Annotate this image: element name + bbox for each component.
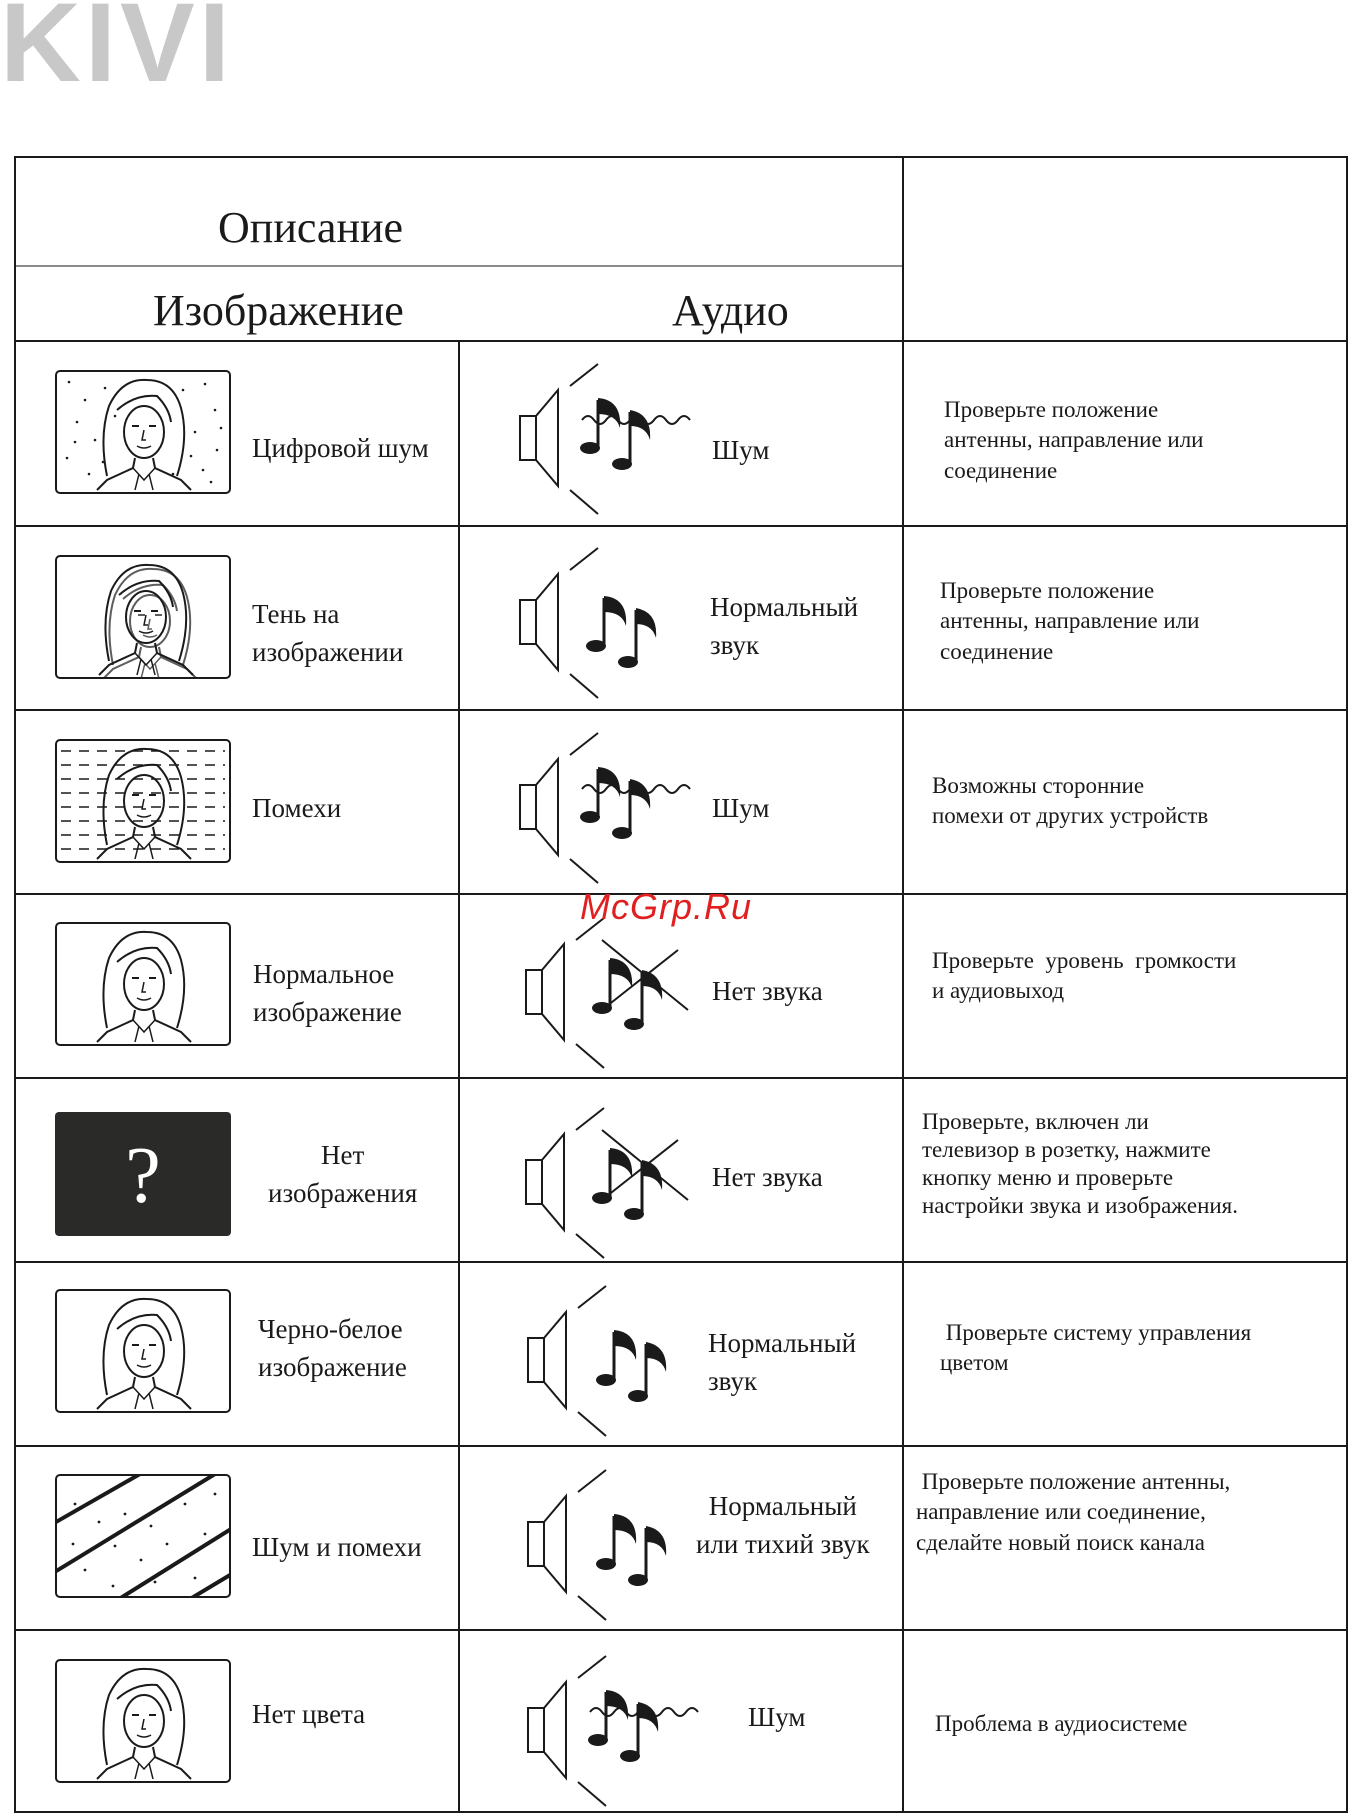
audio-icon-row-6 (520, 1298, 710, 1448)
header-audio: Аудио (672, 286, 789, 335)
audio-icon-row-1 (512, 376, 702, 526)
image-label-row-2: Тень на изображении (252, 599, 404, 667)
face-icon (55, 1659, 231, 1783)
image-thumb-row-3 (55, 739, 231, 863)
solution-row-5: Проверьте, включен ли телевизор в розетку, нажмите кнопку меню и проверьте настройки звука и изображения. (922, 1109, 1239, 1219)
speaker-noise-icon (512, 745, 702, 895)
speaker-muted-icon (518, 930, 708, 1080)
audio-icon-row-3 (512, 745, 702, 895)
solution-row-1: Проверьте положение антенны, направление или соединение (944, 397, 1204, 483)
face-icon (55, 922, 231, 1046)
audio-label-row-3: Шум (712, 793, 770, 823)
solution-row-2: Проверьте положение антенны, направление или соединение (940, 578, 1200, 664)
speaker-notes-icon (512, 560, 702, 710)
image-thumb-row-5 (55, 1112, 231, 1236)
diagonal-noise-icon (55, 1474, 231, 1598)
image-label-row-8: Нет цвета (252, 1699, 366, 1729)
watermark: McGrp.Ru (580, 886, 753, 927)
audio-label-row-1: Шум (712, 435, 770, 465)
speaker-noise-icon (520, 1668, 710, 1818)
solution-row-8: Проблема в аудиосистеме (935, 1711, 1188, 1736)
image-thumb-row-1 (55, 370, 231, 494)
audio-icon-row-5 (518, 1120, 708, 1270)
audio-label-row-2: Нормальный звук (710, 592, 859, 660)
audio-label-row-5: Нет звука (712, 1162, 823, 1192)
audio-icon-row-2 (512, 560, 702, 710)
image-label-row-4: Нормальное изображение (253, 959, 402, 1027)
solution-row-3: Возможны сторонние помехи от других устройств (932, 773, 1209, 829)
image-thumb-row-4 (55, 922, 231, 1046)
speaker-notes-icon (520, 1298, 710, 1448)
header-description: Описание (218, 203, 404, 252)
question-mark: ? (125, 1132, 161, 1220)
image-thumb-row-2 (55, 555, 231, 679)
face-icon (55, 1289, 231, 1413)
striped-face-icon (55, 739, 231, 863)
speaker-notes-icon (520, 1482, 710, 1632)
audio-icon-row-7 (520, 1482, 710, 1632)
image-label-row-5: Нет изображения (268, 1140, 418, 1208)
audio-label-row-7: Нормальный или тихий звук (696, 1491, 870, 1559)
image-label-row-7: Шум и помехи (252, 1532, 422, 1562)
audio-label-row-6: Нормальный звук (708, 1328, 857, 1396)
solution-row-6: Проверьте систему управления цветом (940, 1320, 1252, 1376)
header-image: Изображение (153, 286, 404, 335)
image-thumb-row-6 (55, 1289, 231, 1413)
question-icon (55, 1112, 231, 1236)
audio-icon-row-4 (518, 930, 708, 1080)
brand-logo: KIVI (0, 0, 234, 105)
audio-label-row-4: Нет звука (712, 976, 823, 1006)
speaker-muted-icon (518, 1120, 708, 1270)
noisy-face-icon (55, 370, 231, 494)
audio-icon-row-8 (520, 1668, 710, 1818)
speaker-noise-icon (512, 376, 702, 526)
audio-label-row-8: Шум (748, 1702, 806, 1732)
solution-row-7: Проверьте положение антенны, направление или соединение, сделайте новый поиск канала (916, 1469, 1231, 1555)
image-label-row-6: Черно-белое изображение (258, 1314, 407, 1382)
solution-row-4: Проверьте уровень громкости и аудиовыход (932, 948, 1237, 1004)
image-label-row-1: Цифровой шум (252, 433, 429, 463)
image-thumb-row-7 (55, 1474, 231, 1598)
ghost-face-icon (55, 555, 231, 679)
image-thumb-row-8 (55, 1659, 231, 1783)
image-label-row-3: Помехи (252, 793, 342, 823)
